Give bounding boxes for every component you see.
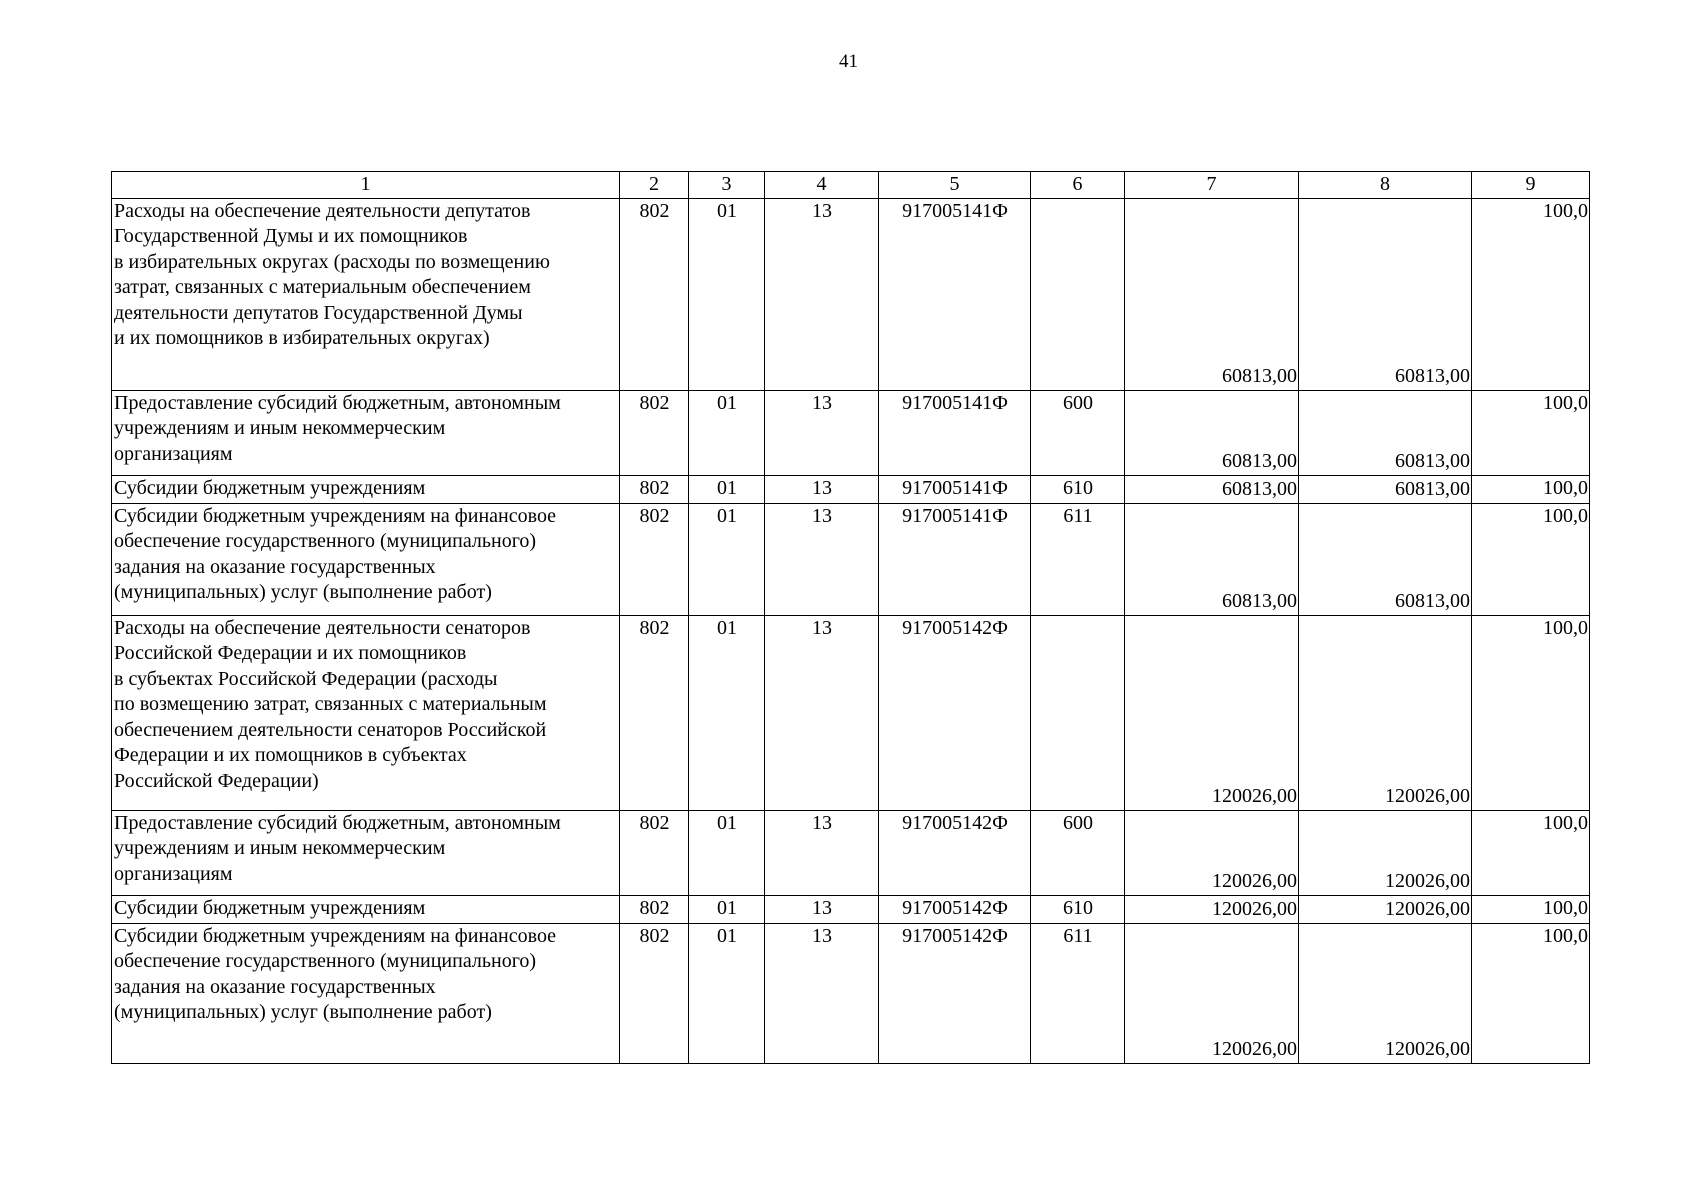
column-5-cell: 917005142Ф [879,810,1031,895]
column-4-cell: 13 [765,475,879,503]
row-name-line: учреждениям и иным некоммерческим [114,417,446,439]
column-6-cell: 610 [1031,895,1125,923]
column-5-cell: 917005141Ф [879,390,1031,475]
column-3-cell: 01 [689,198,765,390]
column-3-cell: 01 [689,475,765,503]
column-2-cell: 802 [620,615,689,810]
column-8-value: 120026,00 [1299,923,1472,1063]
row-name-line: организациям [114,862,233,885]
column-header: 5 [879,172,1031,199]
column-header: 4 [765,172,879,199]
column-4-cell: 13 [765,895,879,923]
row-name-line: Расходы на обеспечение деятельности сенаторов [114,616,531,639]
table-row [112,810,1590,895]
row-name-line: Государственной Думы и их помощников [114,225,468,247]
row-name-line: Субсидии бюджетным учреждениям [114,476,426,499]
table-row [112,503,1590,615]
table-row [112,923,1590,1063]
budget-table [111,171,1590,1064]
column-7-value: 60813,00 [1125,503,1299,615]
row-name-line: Субсидии бюджетным учреждениям [114,896,426,919]
column-7-value: 120026,00 [1125,615,1299,810]
row-name-line: Расходы на обеспечение деятельности депутатов [114,199,531,222]
row-name-line: в субъектах Российской Федерации (расходы [114,667,498,690]
column-8-value: 60813,00 [1299,503,1472,615]
row-name-line: деятельности депутатов Государственной Думы [114,301,523,324]
column-4-cell: 13 [765,503,879,615]
column-9-percent: 100,0 [1472,615,1590,810]
column-8-value: 60813,00 [1299,390,1472,475]
row-name-line: задания на оказание государственных [114,975,436,998]
column-8-value: 60813,00 [1299,198,1472,390]
column-7-value: 120026,00 [1125,810,1299,895]
column-header: 8 [1299,172,1472,199]
column-header: 3 [689,172,765,199]
table-header-row [112,172,1590,199]
column-header: 2 [620,172,689,199]
row-name [112,503,620,615]
row-name-line: по возмещению затрат, связанных с материальным [114,693,547,715]
row-name-line: организациям [114,442,233,465]
column-3-cell: 01 [689,923,765,1063]
column-6-cell: 611 [1031,923,1125,1063]
column-3-cell: 01 [689,895,765,923]
column-4-cell: 13 [765,810,879,895]
column-9-percent: 100,0 [1472,503,1590,615]
column-8-value: 60813,00 [1299,475,1472,503]
page-number: 41 [839,51,858,72]
table-row [112,390,1590,475]
column-2-cell: 802 [620,810,689,895]
column-5-cell: 917005142Ф [879,615,1031,810]
row-name-line: Российской Федерации) [114,769,319,792]
row-name-line: (муниципальных) услуг (выполнение работ) [114,1001,492,1023]
row-name-line: Предоставление субсидий бюджетным, автономным [114,391,561,414]
column-6-cell [1031,615,1125,810]
row-name-line: Субсидии бюджетным учреждениям на финансовое [114,924,557,947]
column-2-cell: 802 [620,923,689,1063]
column-7-value: 60813,00 [1125,198,1299,390]
row-name [112,895,620,923]
column-header: 1 [112,172,620,199]
column-8-value: 120026,00 [1299,810,1472,895]
row-name [112,810,620,895]
column-6-cell: 611 [1031,503,1125,615]
row-name [112,475,620,503]
table-row [112,895,1590,923]
column-6-cell: 600 [1031,810,1125,895]
column-9-percent: 100,0 [1472,895,1590,923]
row-name-line: обеспечение государственного (муниципального) [114,530,537,552]
column-7-value: 120026,00 [1125,895,1299,923]
column-6-cell: 600 [1031,390,1125,475]
column-7-value: 60813,00 [1125,475,1299,503]
column-4-cell: 13 [765,198,879,390]
row-name [112,923,620,1063]
row-name-line: учреждениям и иным некоммерческим [114,837,446,859]
column-9-percent: 100,0 [1472,390,1590,475]
row-name [112,615,620,810]
column-header: 9 [1472,172,1590,199]
row-name-line: задания на оказание государственных [114,555,436,578]
column-6-cell [1031,198,1125,390]
table-row [112,615,1590,810]
row-name-line: обеспечением деятельности сенаторов Российской [114,718,547,741]
row-name [112,390,620,475]
column-2-cell: 802 [620,503,689,615]
row-name-line: в избирательных округах (расходы по возмещению [114,250,550,273]
row-name [112,198,620,390]
column-3-cell: 01 [689,810,765,895]
column-2-cell: 802 [620,475,689,503]
column-2-cell: 802 [620,895,689,923]
column-5-cell: 917005141Ф [879,503,1031,615]
column-2-cell: 802 [620,198,689,390]
column-8-value: 120026,00 [1299,895,1472,923]
column-3-cell: 01 [689,503,765,615]
column-4-cell: 13 [765,390,879,475]
column-9-percent: 100,0 [1472,810,1590,895]
column-header: 6 [1031,172,1125,199]
row-name-line: (муниципальных) услуг (выполнение работ) [114,581,492,603]
column-4-cell: 13 [765,615,879,810]
column-9-percent: 100,0 [1472,475,1590,503]
column-7-value: 120026,00 [1125,923,1299,1063]
column-9-percent: 100,0 [1472,923,1590,1063]
row-name-line: Предоставление субсидий бюджетным, автономным [114,811,561,834]
row-name-line: Субсидии бюджетным учреждениям на финансовое [114,504,557,527]
column-5-cell: 917005142Ф [879,923,1031,1063]
column-6-cell: 610 [1031,475,1125,503]
row-name-line: затрат, связанных с материальным обеспечением [114,276,531,298]
table-row [112,475,1590,503]
row-name-line: Российской Федерации и их помощников [114,642,467,664]
column-2-cell: 802 [620,390,689,475]
column-header: 7 [1125,172,1299,199]
column-5-cell: 917005141Ф [879,475,1031,503]
column-3-cell: 01 [689,615,765,810]
column-9-percent: 100,0 [1472,198,1590,390]
row-name-line: обеспечение государственного (муниципального) [114,950,537,972]
column-5-cell: 917005142Ф [879,895,1031,923]
row-name-line: и их помощников в избирательных округах) [114,327,490,349]
column-3-cell: 01 [689,390,765,475]
table-row [112,198,1590,390]
column-7-value: 60813,00 [1125,390,1299,475]
column-4-cell: 13 [765,923,879,1063]
column-5-cell: 917005141Ф [879,198,1031,390]
row-name-line: Федерации и их помощников в субъектах [114,744,467,766]
column-8-value: 120026,00 [1299,615,1472,810]
